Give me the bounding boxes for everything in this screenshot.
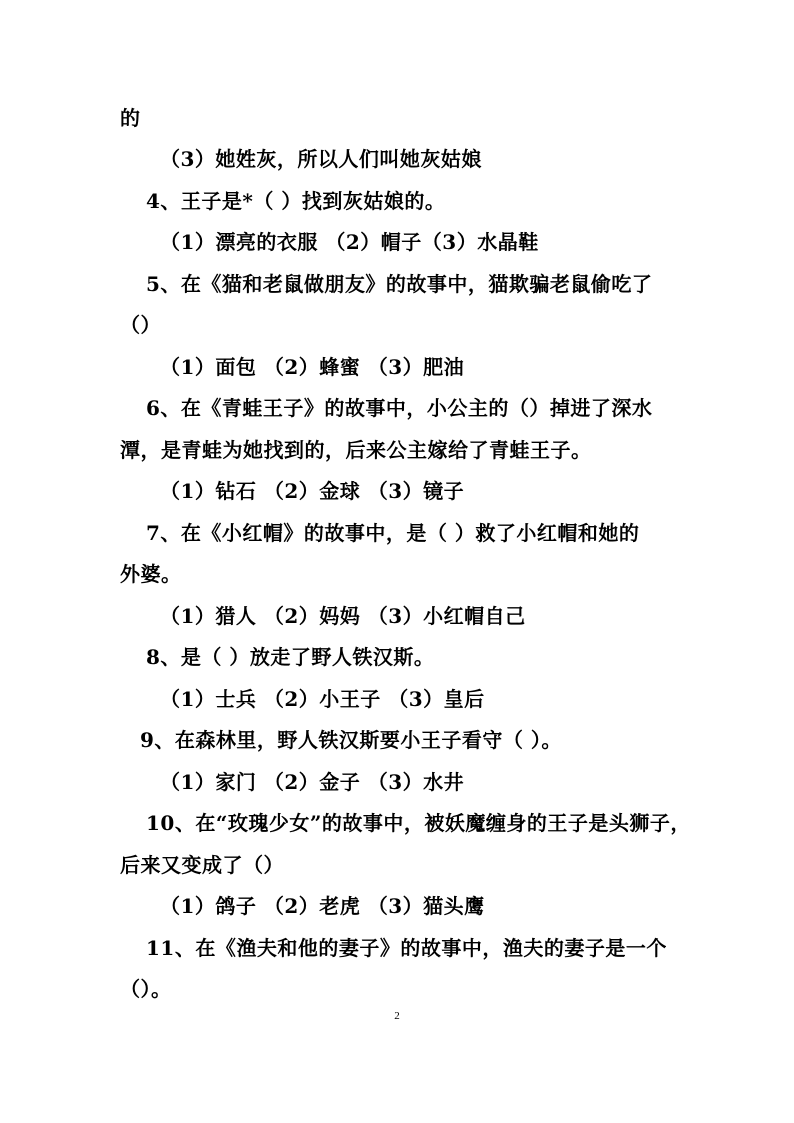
question-7-options: （1）猎人 （2）妈妈 （3）小红帽自己 xyxy=(160,604,526,628)
question-11: 11、在《渔夫和他的妻子》的故事中，渔夫的妻子是一个 xyxy=(146,936,667,960)
question-9-options: （1）家门 （2）金子 （3）水井 xyxy=(160,770,465,794)
question-5-options: （1）面包 （2）蜂蜜 （3）肥油 xyxy=(160,355,465,379)
question-10-options: （1）鸽子 （2）老虎 （3）猫头鹰 xyxy=(160,894,485,918)
page-number: 2 xyxy=(394,1010,400,1022)
question-4-options: （1）漂亮的衣服 （2）帽子（3）水晶鞋 xyxy=(160,230,539,254)
question-7-continuation: 外婆。 xyxy=(120,562,182,586)
question-8: 8、是（ ）放走了野人铁汉斯。 xyxy=(146,645,435,669)
question-5: 5、在《猫和老鼠做朋友》的故事中，猫欺骗老鼠偷吃了 xyxy=(146,272,653,296)
question-10: 10、在“玫瑰少女”的故事中，被妖魔缠身的王子是头狮子， xyxy=(146,811,691,835)
question-8-options: （1）士兵 （2）小王子 （3）皇后 xyxy=(160,687,485,711)
question-5-continuation: （） xyxy=(120,313,161,337)
question-6: 6、在《青蛙王子》的故事中，小公主的（）掉进了深水 xyxy=(146,396,653,420)
question-9: 9、在森林里，野人铁汉斯要小王子看守（ ）。 xyxy=(140,728,562,752)
question-11-continuation: （）。 xyxy=(120,977,172,1001)
question-6-options: （1）钻石 （2）金球 （3）镜子 xyxy=(160,479,465,503)
continuation-line: 的 xyxy=(120,106,141,130)
question-7: 7、在《小红帽》的故事中，是（ ）救了小红帽和她的 xyxy=(146,521,640,545)
question-10-continuation: 后来又变成了（） xyxy=(120,853,284,877)
question-6-continuation: 潭，是青蛙为她找到的，后来公主嫁给了青蛙王子。 xyxy=(120,438,592,462)
answer-option-line: （3）她姓灰，所以人们叫她灰姑娘 xyxy=(160,147,482,171)
question-4: 4、王子是*（ ）找到灰姑娘的。 xyxy=(146,189,446,213)
